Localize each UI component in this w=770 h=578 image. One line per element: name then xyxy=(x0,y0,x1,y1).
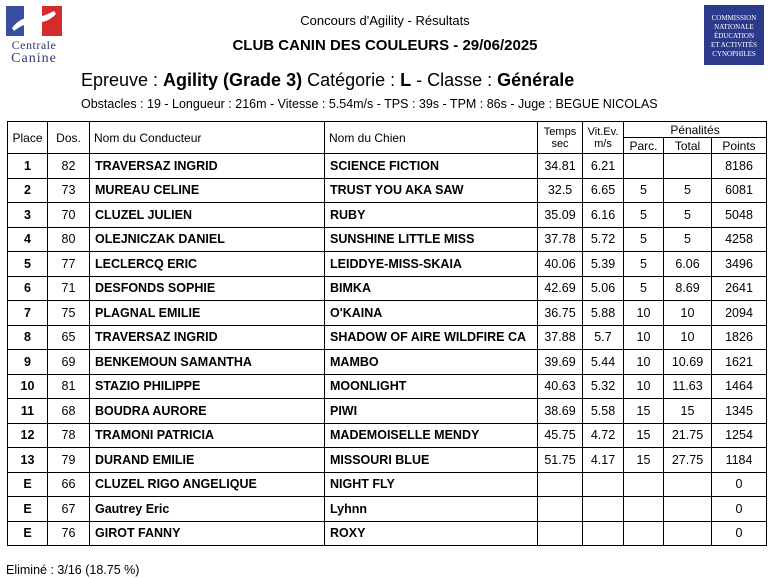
cell-temps: 35.09 xyxy=(538,203,583,228)
cell-chien: NIGHT FLY xyxy=(325,472,538,497)
cell-chien: SUNSHINE LITTLE MISS xyxy=(325,227,538,252)
cell-chien: LEIDDYE-MISS-SKAIA xyxy=(325,252,538,277)
cell-parc: 5 xyxy=(624,252,664,277)
cell-parc: 5 xyxy=(624,227,664,252)
logo-text-line1: Centrale xyxy=(11,38,57,52)
cell-points: 4258 xyxy=(712,227,767,252)
table-row xyxy=(8,423,767,448)
cell-parc: 5 xyxy=(624,276,664,301)
cell-place: 2 xyxy=(8,178,48,203)
cell-total: 15 xyxy=(664,399,712,424)
cell-place: 8 xyxy=(8,325,48,350)
cell-points: 1345 xyxy=(712,399,767,424)
cell-total: 10 xyxy=(664,301,712,326)
cell-dos: 68 xyxy=(48,399,90,424)
cell-chien: MISSOURI BLUE xyxy=(325,448,538,473)
cneac-logo-line: ÉDUCATION xyxy=(713,32,755,40)
cell-place: 10 xyxy=(8,374,48,399)
cell-place: 4 xyxy=(8,227,48,252)
cell-conducteur: CLUZEL RIGO ANGELIQUE xyxy=(90,472,325,497)
cell-temps xyxy=(538,497,583,522)
cell-conducteur: GIROT FANNY xyxy=(90,521,325,546)
cell-parc: 5 xyxy=(624,203,664,228)
cell-parc: 5 xyxy=(624,178,664,203)
table-row xyxy=(8,301,767,326)
cell-total: 10 xyxy=(664,325,712,350)
cell-chien: SCIENCE FICTION xyxy=(325,154,538,179)
cell-points: 1464 xyxy=(712,374,767,399)
header-vit-line1: Vit.Ev. xyxy=(587,125,619,138)
cell-place: 9 xyxy=(8,350,48,375)
cell-place: 12 xyxy=(8,423,48,448)
cell-total: 5 xyxy=(664,178,712,203)
cell-dos: 75 xyxy=(48,301,90,326)
cell-points: 3496 xyxy=(712,252,767,277)
table-row xyxy=(8,154,767,179)
cell-dos: 69 xyxy=(48,350,90,375)
cell-conducteur: DURAND EMILIE xyxy=(90,448,325,473)
cell-dos: 78 xyxy=(48,423,90,448)
cell-parc xyxy=(624,521,664,546)
cell-temps: 38.69 xyxy=(538,399,583,424)
cell-vitesse: 5.44 xyxy=(583,350,624,375)
class-value: Générale xyxy=(497,70,575,90)
cell-chien: PIWI xyxy=(325,399,538,424)
cell-total: 8.69 xyxy=(664,276,712,301)
table-row xyxy=(8,374,767,399)
cell-total: 5 xyxy=(664,203,712,228)
cell-vitesse: 5.72 xyxy=(583,227,624,252)
cell-temps: 39.69 xyxy=(538,350,583,375)
cell-chien: ROXY xyxy=(325,521,538,546)
cell-chien: BIMKA xyxy=(325,276,538,301)
results-table xyxy=(7,121,767,546)
header-total: Total xyxy=(664,138,712,154)
cell-conducteur: STAZIO PHILIPPE xyxy=(90,374,325,399)
cell-vitesse: 5.7 xyxy=(583,325,624,350)
table-row xyxy=(8,227,767,252)
cell-conducteur: Gautrey Eric xyxy=(90,497,325,522)
header-parc: Parc. xyxy=(624,138,664,154)
cell-total: 6.06 xyxy=(664,252,712,277)
cell-temps: 37.78 xyxy=(538,227,583,252)
cell-vitesse: 6.16 xyxy=(583,203,624,228)
cell-dos: 71 xyxy=(48,276,90,301)
cell-dos: 67 xyxy=(48,497,90,522)
cell-points: 0 xyxy=(712,472,767,497)
cell-chien: MOONLIGHT xyxy=(325,374,538,399)
cell-vitesse: 4.72 xyxy=(583,423,624,448)
table-row xyxy=(8,448,767,473)
header-dos: Dos. xyxy=(48,122,90,154)
cell-total xyxy=(664,497,712,522)
header-penalites: Pénalités xyxy=(624,122,767,138)
table-row xyxy=(8,497,767,522)
cell-chien: SHADOW OF AIRE WILDFIRE CA xyxy=(325,325,538,350)
cell-place: E xyxy=(8,521,48,546)
cell-points: 2094 xyxy=(712,301,767,326)
cell-dos: 66 xyxy=(48,472,90,497)
cell-temps: 36.75 xyxy=(538,301,583,326)
cell-conducteur: BENKEMOUN SAMANTHA xyxy=(90,350,325,375)
cell-vitesse xyxy=(583,472,624,497)
cell-points: 1621 xyxy=(712,350,767,375)
cell-conducteur: TRAVERSAZ INGRID xyxy=(90,154,325,179)
cell-total xyxy=(664,521,712,546)
cell-dos: 82 xyxy=(48,154,90,179)
cell-temps xyxy=(538,521,583,546)
cneac-logo-line: CYNOPHILES xyxy=(712,50,756,58)
cell-points: 5048 xyxy=(712,203,767,228)
page-subtitle: Concours d'Agility - Résultats xyxy=(300,13,470,28)
cell-dos: 77 xyxy=(48,252,90,277)
cell-vitesse: 6.21 xyxy=(583,154,624,179)
cell-place: E xyxy=(8,497,48,522)
cell-place: 1 xyxy=(8,154,48,179)
cell-points: 6081 xyxy=(712,178,767,203)
cneac-logo-line: ET ACTIVITÉS xyxy=(711,41,757,49)
cell-place: 11 xyxy=(8,399,48,424)
cell-chien: TRUST YOU AKA SAW xyxy=(325,178,538,203)
cell-temps: 40.63 xyxy=(538,374,583,399)
cell-total: 5 xyxy=(664,227,712,252)
cell-conducteur: MUREAU CELINE xyxy=(90,178,325,203)
cell-dos: 76 xyxy=(48,521,90,546)
header-temps-line1: Temps xyxy=(543,125,577,138)
cell-dos: 65 xyxy=(48,325,90,350)
cell-parc: 10 xyxy=(624,374,664,399)
cell-vitesse: 5.06 xyxy=(583,276,624,301)
cell-temps: 34.81 xyxy=(538,154,583,179)
table-row xyxy=(8,399,767,424)
event-prefix: Epreuve : xyxy=(81,70,164,90)
course-details: Obstacles : 19 - Longueur : 216m - Vitesse : 5.54m/s - TPS : 39s - TPM : 86s - Juge : BEGUE NICOLAS xyxy=(81,97,658,111)
cell-points: 2641 xyxy=(712,276,767,301)
table-row xyxy=(8,472,767,497)
cell-points: 8186 xyxy=(712,154,767,179)
cell-place: 6 xyxy=(8,276,48,301)
cell-place: 3 xyxy=(8,203,48,228)
cell-parc xyxy=(624,154,664,179)
cell-temps: 45.75 xyxy=(538,423,583,448)
cell-total: 10.69 xyxy=(664,350,712,375)
cell-parc: 15 xyxy=(624,448,664,473)
cell-points: 1254 xyxy=(712,423,767,448)
cneac-logo-line: COMMISSION xyxy=(711,14,757,22)
table-row xyxy=(8,276,767,301)
cell-parc: 15 xyxy=(624,423,664,448)
cell-parc xyxy=(624,472,664,497)
event-line xyxy=(81,70,574,91)
cell-total xyxy=(664,472,712,497)
cell-total: 11.63 xyxy=(664,374,712,399)
header-conducteur: Nom du Conducteur xyxy=(90,122,325,154)
cell-parc xyxy=(624,497,664,522)
cell-temps: 32.5 xyxy=(538,178,583,203)
eliminated-summary: Eliminé : 3/16 (18.75 %) xyxy=(6,563,140,577)
cell-temps xyxy=(538,472,583,497)
category-prefix: Catégorie : xyxy=(302,70,401,90)
cell-conducteur: TRAVERSAZ INGRID xyxy=(90,325,325,350)
cell-vitesse: 5.32 xyxy=(583,374,624,399)
cell-points: 0 xyxy=(712,521,767,546)
cell-vitesse xyxy=(583,497,624,522)
cell-conducteur: TRAMONI PATRICIA xyxy=(90,423,325,448)
table-row xyxy=(8,203,767,228)
cell-vitesse: 5.39 xyxy=(583,252,624,277)
cell-chien: RUBY xyxy=(325,203,538,228)
cneac-logo-line: NATIONALE xyxy=(714,23,754,31)
page-title: CLUB CANIN DES COULEURS - 29/06/2025 xyxy=(232,37,538,54)
cell-place: 5 xyxy=(8,252,48,277)
cell-vitesse: 4.17 xyxy=(583,448,624,473)
cell-conducteur: PLAGNAL EMILIE xyxy=(90,301,325,326)
cell-dos: 70 xyxy=(48,203,90,228)
cell-chien: MAMBO xyxy=(325,350,538,375)
cell-parc: 10 xyxy=(624,350,664,375)
cell-conducteur: CLUZEL JULIEN xyxy=(90,203,325,228)
class-prefix: - Classe : xyxy=(411,70,498,90)
cell-vitesse: 5.58 xyxy=(583,399,624,424)
cell-conducteur: LECLERCQ ERIC xyxy=(90,252,325,277)
header-vitesse xyxy=(583,122,624,154)
header-place: Place xyxy=(8,122,48,154)
cell-points: 1184 xyxy=(712,448,767,473)
header-points: Points xyxy=(712,138,767,154)
cell-parc: 10 xyxy=(624,301,664,326)
cell-conducteur: DESFONDS SOPHIE xyxy=(90,276,325,301)
event-name: Agility (Grade 3) xyxy=(163,70,303,90)
table-row xyxy=(8,252,767,277)
cell-temps: 42.69 xyxy=(538,276,583,301)
table-row xyxy=(8,521,767,546)
table-row xyxy=(8,178,767,203)
cell-parc: 15 xyxy=(624,399,664,424)
cell-place: 7 xyxy=(8,301,48,326)
cell-total xyxy=(664,154,712,179)
cell-dos: 80 xyxy=(48,227,90,252)
cell-temps: 40.06 xyxy=(538,252,583,277)
cell-chien: Lyhnn xyxy=(325,497,538,522)
cell-points: 0 xyxy=(712,497,767,522)
cell-temps: 51.75 xyxy=(538,448,583,473)
cell-place: 13 xyxy=(8,448,48,473)
cell-vitesse xyxy=(583,521,624,546)
cell-parc: 10 xyxy=(624,325,664,350)
cell-conducteur: OLEJNICZAK DANIEL xyxy=(90,227,325,252)
header-vit-line2: m/s xyxy=(594,137,612,150)
header-temps-line2: sec xyxy=(551,137,569,150)
category-value: L xyxy=(400,70,412,90)
cell-total: 21.75 xyxy=(664,423,712,448)
cell-conducteur: BOUDRA AURORE xyxy=(90,399,325,424)
cell-dos: 79 xyxy=(48,448,90,473)
header-temps xyxy=(538,122,583,154)
table-row xyxy=(8,350,767,375)
cell-dos: 73 xyxy=(48,178,90,203)
cell-vitesse: 6.65 xyxy=(583,178,624,203)
cell-vitesse: 5.88 xyxy=(583,301,624,326)
cell-chien: O'KAINA xyxy=(325,301,538,326)
table-row xyxy=(8,325,767,350)
header-chien: Nom du Chien xyxy=(325,122,538,154)
cell-chien: MADEMOISELLE MENDY xyxy=(325,423,538,448)
cell-place: E xyxy=(8,472,48,497)
cell-points: 1826 xyxy=(712,325,767,350)
cell-dos: 81 xyxy=(48,374,90,399)
cell-temps: 37.88 xyxy=(538,325,583,350)
cell-total: 27.75 xyxy=(664,448,712,473)
logo-text-line2: Canine xyxy=(11,51,57,66)
